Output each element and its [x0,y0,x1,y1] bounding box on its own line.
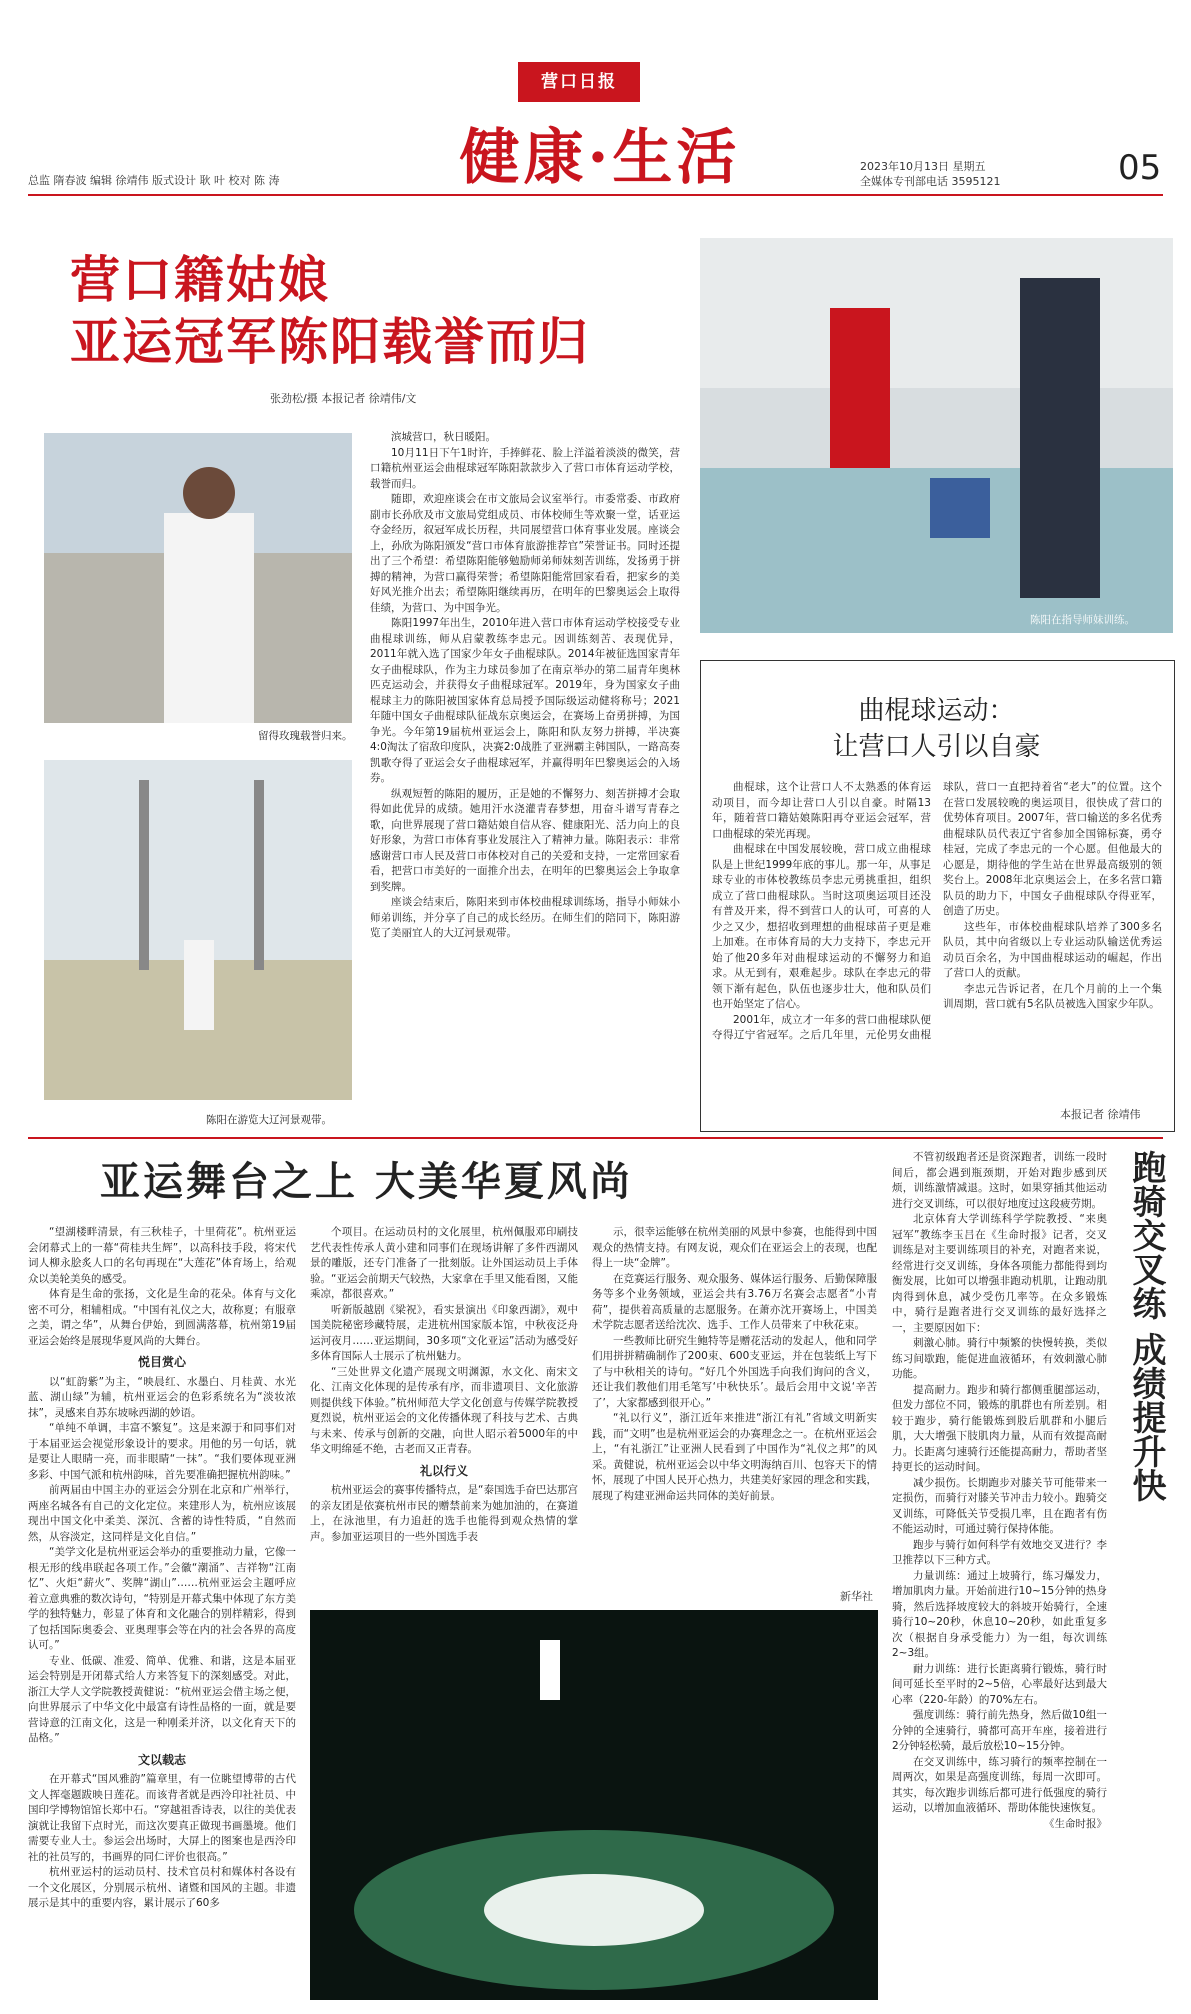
article3-title: 亚运舞台之上 大美华夏风尚 [100,1158,633,1205]
article3-paragraph: 体育是生命的张扬，文化是生命的花朵。体育与文化密不可分，相辅相成。“中国有礼仪之大，故称夏；有服章之美，谓之华”，从舞台伊始，到圆满落幕，杭州第19届亚运会始终是展现华夏风尚的大舞台。 [28,1288,296,1347]
photo-portrait-image [44,433,352,723]
article4-paragraph: 在交叉训练中，练习骑行的频率控制在一周两次，如果是高强度训练，每周一次即可。其实，每次跑步训练后都可进行低强度的骑行运动，以增加血液循环、帮助体能快速恢复。 [892,1755,1107,1814]
article2-paragraph: 2001年，成立才一年多的营口曲棍球队便夺得辽宁省冠军。之后几年里，元伦男女曲棍球队，营口一直把持着省“老大”的位置。这个在营口发展较晚的奥运项目，很快成了营口的优势体育项目。2007年，营口输送的多名优秀曲棍球队员代表辽宁省参加全国锦标赛，勇夺桂冠，完成了李忠元的一个心愿。但他最大的心愿是，期待他的学生站在世界最高级别的领奖台上。2008年北京奥运会上，在多名营口籍队员的助力下，中国女子曲棍球队夺得亚军，创造了历史。 [712,781,1162,1041]
header-rule [28,194,1163,196]
article1-byline: 张劲松/摄 本报记者 徐靖伟/文 [270,392,417,405]
photo-training-caption: 陈阳在指导师妹训练。 [1030,614,1135,626]
article2-paragraph: 这些年，市体校曲棍球队培养了300多名队员，其中向省级以上专业运动队输送优秀运动员百余名，为中国曲棍球运动的崛起，作出了营口人的贡献。 [943,920,1162,979]
article4-paragraph: 减少损伤。长期跑步对膝关节可能带来一定损伤，而骑行对膝关节冲击力较小。跑骑交叉训练，可降低关节受损几率，且在跑者有伤不能运动时，可通过骑行保持体能。 [892,1476,1107,1535]
article3-column1 [28,1225,296,1912]
dateline: 2023年10月13日 星期五 [860,160,986,173]
photo-portrait [44,433,352,723]
article3-paragraph: “礼以行义”，浙江近年来推进“浙江有礼”省域文明新实践，而“文明”也是杭州亚运会的办赛理念之一。在杭州亚运会上，“有礼浙江”让亚洲人民看到了中国作为“礼仪之邦”的风采。黄健说，杭州亚运会以中华文明海纳百川、包容天下的情怀，展现了中国人民开心热力，共建美好家园的理念和实践，展现了构建亚洲命运共同体的美好前景。 [592,1412,877,1502]
article3-paragraph: 在竞赛运行服务、观众服务、媒体运行服务、后勤保障服务等多个业务领域，亚运会共有3.76万名赛会志愿者“小青荷”，提供着高质量的志愿服务。在萧亦沈开赛场上，中国美术学院志愿者送给沈次、选手、工作人员带来了中秋花束。 [592,1272,877,1331]
article3-subhead: 文以载志 [137,1752,186,1767]
hotline: 全媒体专刊部电话 3595121 [860,175,1001,188]
article4-paragraph: 北京体育大学训练科学学院教授、“来奥冠军”教练李玉吕在《生命时报》记者，交叉训练是对主要训练项目的补充，对跑者来说，经常进行交叉训练，身体各项能力都能得到均衡发展，比如可以增强非跑动机肌，让跑动肌肉得到休息，减少受伤几率等。在众多锻炼中，骑行是跑者进行交叉训练的最好选择之一，主要原因如下： [892,1213,1107,1334]
article3-paragraph: 杭州亚运会的赛事传播特点，是“泰国选手奋巴达那宫的亲友团是依赛杭州市民的赠禁前来为她加油的，在赛道上，在泳池里，有力追赶的选手也能得到观众热情的掌声。参加亚运项目的一些外国选手表 [310,1484,578,1543]
article3-paragraph: 示，很幸运能够在杭州美丽的风景中参赛，也能得到中国观众的热情支持。有网友说，观众们在亚运会上的表现，也配得上一块“金牌”。 [592,1226,877,1269]
article3-subhead: 悦目赏心 [137,1355,186,1369]
article4-paragraph: 提高耐力。跑步和骑行都侧重腿部运动，但发力部位不同，锻炼的肌群也有所差别。相较于跑步，骑行能锻炼到股后肌群和小腿后肌，大大增强下肢肌肉力量，从而有效提高耐力。长距离匀速骑行还能提高耐力，帮助者坚持更长的运动时间。 [892,1383,1107,1473]
article1-paragraph: 10月11日下午1时许，手捧鲜花、脸上洋溢着淡淡的微笑，营口籍杭州亚运会曲棍球冠军陈阳款款步入了营口市体育运动学校，载誉而归。 [370,446,680,490]
article1-body [370,430,680,942]
photo-river [44,760,352,1100]
photo-river-caption: 陈阳在游览大辽河景观带。 [206,1114,332,1126]
article3-paragraph: “三处世界文化遗产展现文明渊源，水文化、南宋文化、江南文化体现的是传承有序，而非遗项目、文化旅游则提供线下体验。”杭州师范大学文化创意与传媒学院教授夏烈说，杭州亚运会的文化传播体现了科技与艺术、古典与未来、传承与创新的交融，向世人昭示着5000年的中华文明绵延不绝，古老而又正青春。 [310,1365,578,1455]
article4-body [892,1150,1107,1832]
article2-title-line1: 曲棍球运动： [858,696,1015,726]
staff-credits: 总监 隋春波 编辑 徐靖伟 版式设计 耿 叶 校对 陈 涛 [28,174,280,187]
article3-paragraph: 听新版越剧《梁祝》，看实景演出《印象西湖》，观中国美院秘密珍藏特展，走进杭州国家版本馆，中秋夜泛舟运河夜月……亚运期间，30多项“文化亚运”活动为感受好多体育国际人士展示了杭州魅力。 [310,1303,578,1362]
article3-paragraph: 个项目。在运动员村的文化展里，杭州佩服邓印刷技艺代表性传承人黄小建和同事们在现场讲解了多件西湖风景的雕版，还专门准备了一批刻版。让外国运动员上手体验。“亚运会前期天气较热，大家拿在手里又能看图，又能乘凉，都很喜欢。” [310,1226,578,1300]
article2-paragraph: 曲棍球在中国发展较晚，营口成立曲棍球队是上世纪1999年底的事儿。那一年，从事足球专业的市体校教练员李忠元勇挑重担，组织成立了营口曲棍球队。当时这项奥运项目还没有普及开来，得不到营口人的认可，可喜的人少之又少，想招收到理想的曲棍球苗子更是难上加难。在市体育局的大力支持下，李忠元开始了他20多年对曲棍球运动的不懈努力和追求。从无到有，艰难起步。球队在李忠元的带领下渐有起色，队伍也逐步壮大，他和队员们也开始坚定了信心。 [712,843,931,1010]
article4-source: 《生命时报》 [1044,1817,1107,1830]
article3-column2 [310,1225,578,1545]
section-title: 健康·生活 [459,123,741,193]
article1-title-line2: 亚运冠军陈阳载誉而归 [70,313,590,371]
article3-paragraph: “望湖楼畔清景，有三秋桂子，十里荷花”。杭州亚运会闭幕式上的一幕“荷桂共生辉”，以高科技手段，将宋代词人柳永脍炙人口的名句再现在“大莲花”体育场上，给观众以美轮美奂的感受。 [28,1226,296,1285]
article4-paragraph: 刺激心肺。骑行中频繁的快慢转换，类似练习间歇跑，能促进血液循环，有效刺激心肺功能。 [892,1337,1107,1380]
photo-ceremony-image [310,1610,878,2000]
article4-paragraph: 强度训练：骑行前先热身，然后做10组一分钟的全速骑行，骑都可高开车座，接着进行2分钟轻松骑，最后放松10~15分钟。 [892,1709,1107,1752]
article1-paragraph: 滨城营口，秋日暖阳。 [391,431,496,443]
article3-byline: 新华社 [840,1590,873,1603]
article3-column3 [592,1225,877,1504]
article2-paragraph: 李忠元告诉记者，在几个月前的上一个集训周期，营口就有5名队员被选入国家少年队。 [943,982,1162,1010]
article2-paragraph: 曲棍球，这个让营口人不太熟悉的体育运动项目，而今却让营口人引以自豪。时隔13年，随着营口籍姑娘陈阳再夺亚运会冠军，营口曲棍球的荣光再现。 [712,781,931,840]
mid-rule [28,1137,1163,1139]
article4-paragraph: 耐力训练：进行长距离骑行锻炼，骑行时间可延长至平时的2~5倍，心率最好达到最大心率（220-年龄）的70%左右。 [892,1662,1107,1706]
article2-title-line2: 让营口人引以自豪 [832,732,1041,762]
article1-paragraph: 随即，欢迎座谈会在市文旅局会议室举行。市委常委、市政府副市长孙欣及市文旅局党组成员、市体校师生等欢聚一堂，话亚运夺金经历，叙冠军成长历程，共同展望营口体育事业发展。座谈会上，孙欣为陈阳颁发“营口市体育旅游推荐官”荣誉证书。同时还提出了三个希望：希望陈阳能够勉励师弟师妹刻苦训练，发扬勇于拼搏的精神，为营口赢得荣誉；希望陈阳能常回家看看，把家乡的美好风光推介出去；希望陈阳继续再历，在明年的巴黎奥运会上取得佳绩，为营口、为中国争光。 [370,493,680,614]
article3-paragraph: 杭州亚运村的运动员村、技术官员村和媒体村各设有一个文化展区，分别展示杭州、诸暨和国风的主题。非遗展示是其中的重要内容，累计展示了60多 [28,1866,296,1909]
article1-paragraph: 纵观短暂的陈阳的履历，正是她的不懈努力、刻苦拼搏才会取得如此优异的成绩。她用汗水浇灌青春梦想，用奋斗谱写青春之歌，向世界展现了营口籍姑娘自信从容、健康阳光、活力向上的良好形象，为营口市体育事业发展注入了精神力量。陈阳表示：非常感谢营口市人民及营口市体校对自己的关爱和支持，一定常回家看看，把营口市美好的一面推介出去，在明年的巴黎奥运会上争取拿到奖牌。 [370,787,680,893]
article3-paragraph: 在开幕式“国风雅韵”篇章里，有一位眺望博带的古代文人挥毫题跋映日莲花。而该背者就是西泠印社社员、中国印学博物馆馆长郑中石。“穿越祖香诗表，以往的美优表演就让我留下点时光，而这次要真正做现书画墨境。他们需要专业人士。参运会出场时，大屏上的图案也是西泠印社的社员写的，书画界的同仁评价也很高。” [28,1773,296,1863]
article4-paragraph: 跑步与骑行如何科学有效地交叉进行？李卫推荐以下三种方式。 [892,1538,1107,1566]
photo-portrait-caption: 留得玫瑰载誉归来。 [258,730,353,742]
article3-paragraph: 一些教师比研究生鲍特等是赠花活动的发起人，他和同学们用拼拼精确制作了200束、600支亚运，并在包装纸上写下了与中秋相关的诗句。“好几个外国选手向我们询问的含义，还让我们教他们用毛笔写‘中秋快乐’。最后会用中文说‘辛苦了’，大家都感到很开心。” [592,1334,877,1409]
article3-paragraph: “单纯不单调，丰富不繁复”。这是来源于和同事们对于本届亚运会视觉形象设计的要求。用他的另一句话，就是要让人眼睛一亮，而非眼睛“一抹”。“我们要体现亚洲多彩、中国气派和杭州韵味，首先要准确把握杭州韵味。” [28,1422,296,1481]
article4-title: 跑骑交叉练 成绩提升快 [1126,1150,1166,1502]
article4-paragraph: 力量训练：通过上坡骑行，练习爆发力，增加肌肉力量。开始前进行10~15分钟的热身骑，然后选择坡度较大的斜坡开始骑行，全速骑行10~20秒，休息10~20秒，如此重复多次（根据自身承受能力）为一组，每次训练2~3组。 [892,1569,1107,1659]
article3-paragraph: 专业、低碳、准爱、简单、优雅、和谐，这是本届亚运会特别是开闭幕式给人方来答复下的深刻感受。对此，浙江大学人文学院教授黄健说：“杭州亚运会借主场之便，向世界展示了中华文化中最富有诗性品格的一面，就是要营诗意的江南文化，这是一种刚柔并济，以文化育天下的品格。” [28,1654,296,1744]
article3-subhead: 礼以行义 [419,1463,468,1478]
photo-ceremony [310,1610,878,2000]
article1-title-line1: 营口籍姑娘 [70,251,330,309]
article2-body [712,780,1162,1044]
newspaper-logo: 营口日报 [518,62,640,102]
article3-paragraph: 以“虹韵紫”为主，“映晨红、水墨白、月桂黄、水光蓝、湖山绿”为辅，杭州亚运会的色彩系统名为“淡妆浓抹”，灵感来自苏东坡咏西湖的妙语。 [28,1375,296,1419]
article1-paragraph: 陈阳1997年出生，2010年进入营口市体育运动学校接受专业曲棍球训练，师从启蒙教练李忠元。因训练刻苦、表现优异，2011年就入选了国家少年女子曲棍球队。2014年被征选国家青年女子曲棍球队，作为主力球员参加了在南京举办的第二届青年奥林匹克运动会，并获得女子曲棍球冠军。2019年，身为国家女子曲棍球主力的陈阳被国家体育总局授予国际级运动健将称号；2021年随中国女子曲棍球队征战东京奥运会，在赛场上奋勇拼搏，为国争光。今年第19届杭州亚运会上，陈阳和队友努力拼搏，半决赛4:0淘汰了宿敌印度队，决赛2:0战胜了亚洲霸主韩国队，一路高奏凯歌夺得了亚运会女子曲棍球冠军，并赢得明年巴黎奥运会的入场券。 [370,617,680,784]
photo-training-image [700,238,1173,633]
article2-byline: 本报记者 徐靖伟 [1060,1108,1141,1121]
article3-paragraph: 前两届由中国主办的亚运会分别在北京和广州举行，两座名城各有自己的文化定位。来建形人为，杭州应该展现出中国文化中柔美、深沉、含蓄的诗性特质，“自然而然，从容淡定，这同样是文化自信。” [28,1484,296,1543]
article1-paragraph: 座谈会结束后，陈阳来到市体校曲棍球训练场，指导小师妹小师弟训练，并分享了自己的成长经历。在师生们的陪同下，陈阳游览了美丽宜人的大辽河景观带。 [370,896,680,939]
article3-paragraph: “美学文化是杭州亚运会举办的重要推动力量，它像一根无形的线串联起各项工作。”会徽“潮涌”、吉祥物“江南忆”、火炬“薪火”、奖牌“湖山”……杭州亚运会主题呼应着立意典雅的数次诗句，“特别是开幕式集中体现了东方美学的独特魅力，彰显了体育和文化融合的别样精彩，得到了包括国际奥委会、亚奥理事会等在内的社会各界的高度认可。” [28,1546,296,1651]
photo-training [700,238,1173,633]
article4-paragraph: 不管初级跑者还是资深跑者，训练一段时间后，都会遇到瓶颈期，开始对跑步感到厌烦，训练激情减退。这时，如果穿插其他运动进行交叉训练，可以很好地度过这段疲劳期。 [892,1151,1107,1210]
page-number: 05 [1118,148,1162,188]
photo-river-image [44,760,352,1100]
